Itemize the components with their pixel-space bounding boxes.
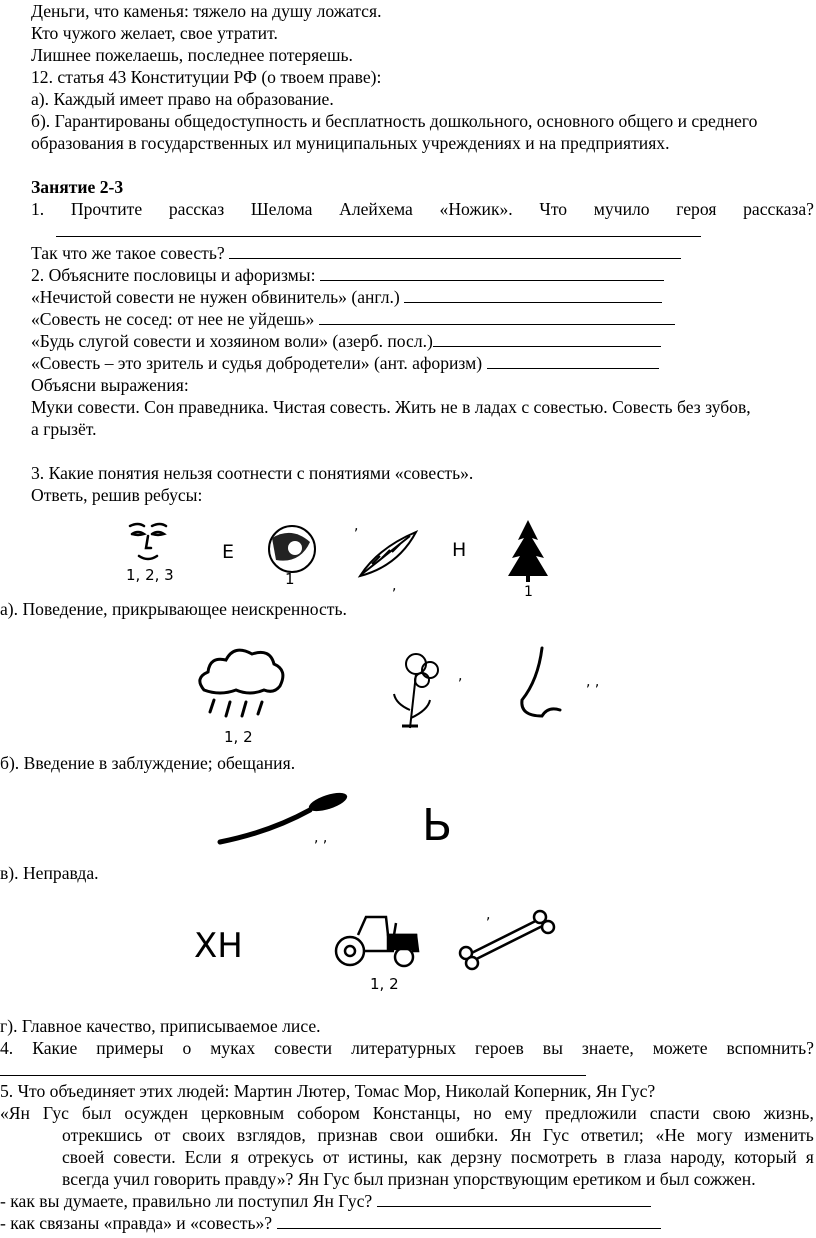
word: посмотреть <box>510 1147 598 1167</box>
answer-line[interactable] <box>56 222 701 237</box>
rebus-letter: Е <box>222 541 235 563</box>
quote-line <box>0 1102 814 1124</box>
answer-a: а). Поведение, прикрывающее неискренность. <box>0 599 347 619</box>
feather-icon <box>360 532 416 576</box>
word: Какие <box>32 1038 78 1058</box>
word: героя <box>676 199 717 219</box>
word: рассказа? <box>743 199 814 219</box>
rebus-comma: , , <box>314 830 328 846</box>
tree-icon <box>508 520 548 582</box>
rebus-letter: Н <box>452 539 467 561</box>
word: «Ян <box>0 1103 30 1123</box>
rebus-number: 1, 2 <box>224 728 253 746</box>
word: от <box>322 1147 340 1167</box>
rebus-letter: Ь <box>422 800 453 851</box>
word: я <box>230 1147 239 1167</box>
proverb: «Совесть – это зритель и судья добродетели» (ант. афоризм) <box>31 352 659 374</box>
question-1 <box>31 198 814 220</box>
word: истины, <box>348 1147 409 1167</box>
rebus-2 <box>190 640 630 750</box>
word: я <box>805 1147 814 1167</box>
word: своей <box>62 1147 105 1167</box>
word: «Ножик». <box>439 199 513 219</box>
answer-b: б). Введение в заблуждение; обещания. <box>0 753 296 773</box>
question-2: 2. Объясните пословицы и афоризмы: <box>31 264 664 286</box>
word: взглядов, <box>236 1125 306 1145</box>
word: Если <box>184 1147 222 1167</box>
word: но <box>473 1103 492 1123</box>
answer-g: г). Главное качество, приписываемое лисе. <box>0 1016 321 1036</box>
word: примеры <box>96 1038 164 1058</box>
word: о <box>182 1038 192 1058</box>
rebus-number: 1 <box>285 570 295 588</box>
explain-heading: Объясни выражения: <box>31 375 189 395</box>
word: 1. <box>31 199 45 219</box>
word: Гус <box>542 1125 570 1145</box>
rebus-4 <box>190 905 570 997</box>
question-5a: - как вы думаете, правильно ли поступил Ян Гус? <box>0 1190 651 1212</box>
article-heading: 12. статья 43 Конституции РФ (о твоем праве): <box>31 67 382 87</box>
spoon-icon <box>220 790 349 842</box>
rebus-number: 1 <box>524 584 533 598</box>
proverb: «Будь слугой совести и хозяином воли» (азерб. посл.) <box>31 330 661 352</box>
tractor-icon <box>336 917 418 966</box>
word: как <box>417 1147 442 1167</box>
rebus-comma: , <box>354 518 359 534</box>
answer-line[interactable] <box>0 1061 586 1076</box>
rebus-comma: , <box>458 668 463 684</box>
lesson-title: Занятие 2-3 <box>31 177 124 197</box>
answer-line[interactable] <box>320 266 664 281</box>
word: жизнь, <box>763 1103 814 1123</box>
moon-icon <box>269 526 315 572</box>
answer-line[interactable] <box>277 1214 661 1229</box>
text-line: Лишнее пожелаешь, последнее потеряешь. <box>31 45 353 65</box>
answer-line[interactable] <box>319 310 675 325</box>
answer-line[interactable] <box>404 288 662 303</box>
word: можете <box>652 1038 708 1058</box>
nose-icon <box>522 648 560 716</box>
word: признав <box>317 1125 378 1145</box>
quote-line: всегда учил говорить правду»? Ян Гус был признан упорствующим еретиком и был сожжен. <box>62 1169 756 1189</box>
question-3: 3. Какие понятия нельзя соотнести с понятиями «совесть». <box>31 463 474 483</box>
quote-line <box>62 1146 814 1168</box>
question-5: 5. Что объединяет этих людей: Мартин Лютер, Томас Мор, Николай Коперник, Ян Гус? <box>0 1081 656 1101</box>
expressions: а грызёт. <box>31 419 97 439</box>
word: свою <box>712 1103 751 1123</box>
question-5b: - как связаны «правда» и «совесть»? <box>0 1212 661 1234</box>
text-line: образования в государственных ил муниципальных учреждениях и на предприятиях. <box>31 133 670 153</box>
answer-line[interactable] <box>229 244 681 259</box>
word: предложили <box>545 1103 637 1123</box>
word: который <box>734 1147 797 1167</box>
word: собором <box>297 1103 360 1123</box>
word: героев <box>475 1038 524 1058</box>
answer-v: в). Неправда. <box>0 863 99 883</box>
word: могу <box>696 1125 733 1145</box>
word: вспомнить? <box>726 1038 814 1058</box>
rebus-3 <box>160 790 500 860</box>
word: Констанцы, <box>372 1103 461 1123</box>
word: литературных <box>351 1038 457 1058</box>
text-line: а). Каждый имеет право на образование. <box>31 89 334 109</box>
word: Ян <box>510 1125 532 1145</box>
word: Прочтите <box>70 199 143 219</box>
text-line: Кто чужого желает, свое утратит. <box>31 23 278 43</box>
word: Что <box>539 199 568 219</box>
question-3b: Ответь, решив ребусы: <box>31 485 203 505</box>
word: глаза <box>623 1147 662 1167</box>
word: осужден <box>124 1103 189 1123</box>
proverb: «Нечистой совести не нужен обвинитель» (англ.) <box>31 286 662 308</box>
word: ответил; <box>580 1125 644 1145</box>
word: отрекусь <box>247 1147 314 1167</box>
word: знаете, <box>581 1038 634 1058</box>
text-line: б). Гарантированы общедоступность и бесплатность дошкольного, основного общего и среднего <box>31 111 758 131</box>
answer-line[interactable] <box>377 1192 651 1207</box>
expressions: Муки совести. Сон праведника. Чистая совесть. Жить не в ладах с совестью. Совесть без зубов, <box>31 397 751 417</box>
face-icon <box>130 524 166 559</box>
text-line: Деньги, что каменья: тяжело на душу ложатся. <box>31 1 382 21</box>
word: ему <box>504 1103 533 1123</box>
rebus-letters: ХН <box>194 926 243 966</box>
word: вы <box>542 1038 563 1058</box>
word: мучило <box>593 199 650 219</box>
answer-line[interactable] <box>487 354 659 369</box>
question-4 <box>0 1037 814 1059</box>
proverb: «Совесть не сосед: от нее не уйдешь» <box>31 308 675 330</box>
word: рассказ <box>168 199 225 219</box>
word: своих <box>182 1125 226 1145</box>
word: дерзну <box>450 1147 502 1167</box>
word: отрекшись <box>62 1125 143 1145</box>
question-1b: Так что же такое совесть? <box>31 242 681 264</box>
rebus-1 <box>110 518 560 598</box>
word: Шелома <box>250 199 313 219</box>
word: свои <box>389 1125 424 1145</box>
word: муках <box>210 1038 256 1058</box>
word: в <box>606 1147 615 1167</box>
flower-icon <box>394 654 438 728</box>
word: спасти <box>649 1103 700 1123</box>
word: народу, <box>670 1147 726 1167</box>
word: Алейхема <box>339 199 413 219</box>
word: «Не <box>655 1125 685 1145</box>
word: ошибки. <box>435 1125 499 1145</box>
word: был <box>81 1103 112 1123</box>
word: от <box>154 1125 171 1145</box>
rebus-number: 1, 2 <box>370 975 399 993</box>
word: Гус <box>42 1103 69 1123</box>
bone-icon <box>460 911 554 969</box>
word: совести <box>274 1038 333 1058</box>
quote-line <box>62 1124 814 1146</box>
word: совести. <box>113 1147 176 1167</box>
rebus-number: 1, 2, 3 <box>126 566 174 584</box>
rebus-comma: , <box>392 578 397 594</box>
word: церковным <box>201 1103 285 1123</box>
word: 4. <box>0 1038 14 1058</box>
answer-line[interactable] <box>433 332 661 347</box>
rain-cloud-icon <box>200 650 283 716</box>
rebus-comma: , <box>486 907 491 923</box>
rebus-comma: , , <box>586 674 600 690</box>
word: изменить <box>744 1125 814 1145</box>
